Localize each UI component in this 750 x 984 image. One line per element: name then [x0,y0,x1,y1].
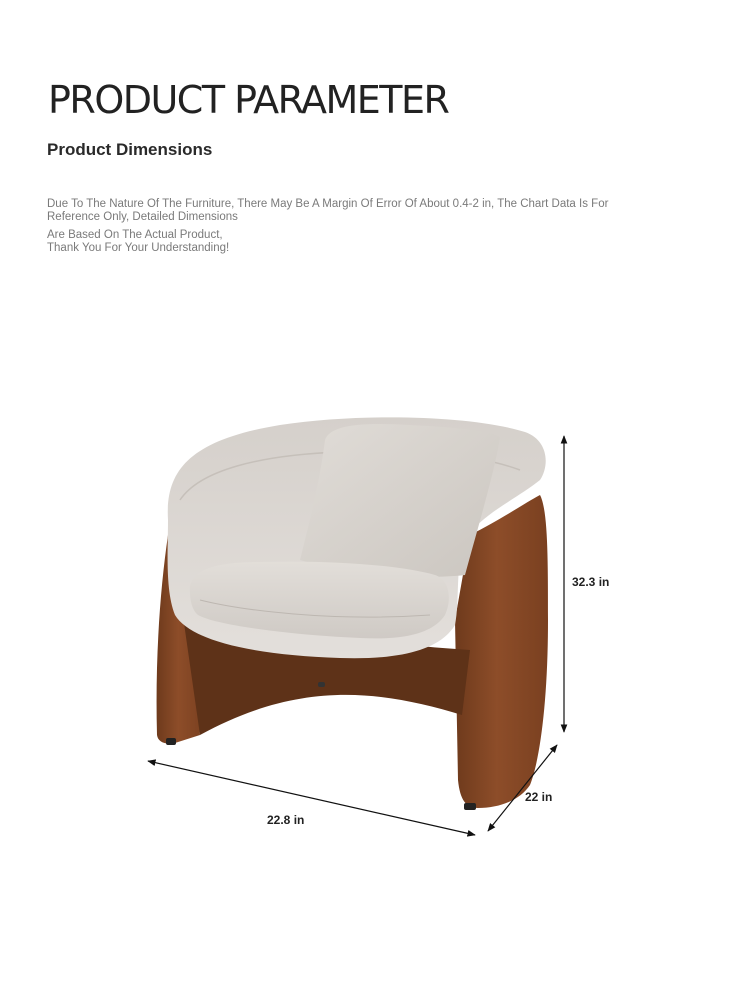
height-label: 32.3 in [572,575,610,589]
width-label: 22.8 in [267,813,305,827]
cushion-pillow [300,424,500,577]
note-line-3: Are Based On The Actual Product, [47,229,223,241]
foot-back [318,682,325,687]
foot-left [166,738,176,745]
page-title: PRODUCT PARAMETER [48,78,449,122]
width-dimension-line [148,761,475,835]
depth-label: 22 in [525,790,553,804]
note-line-2: Reference Only, Detailed Dimensions [47,211,238,223]
note-line-4: Thank You For Your Understanding! [47,242,230,254]
note-line-1: Due To The Nature Of The Furniture, There May Be A Margin Of Error Of About 0.4-2 in, The Chart Data Is For [47,198,609,210]
foot-right [464,803,476,810]
section-subtitle: Product Dimensions [47,140,213,159]
